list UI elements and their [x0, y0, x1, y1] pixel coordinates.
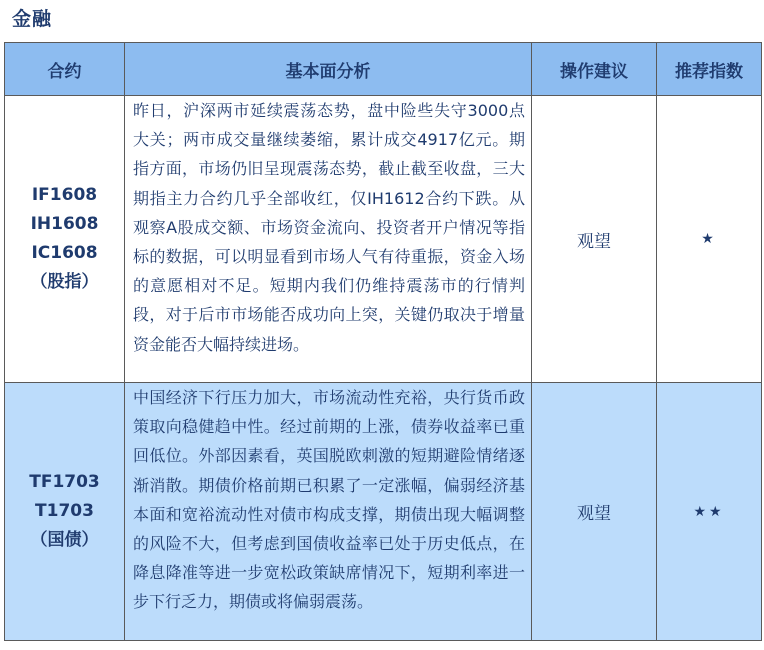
- analysis-cell: 昨日，沪深两市延续震荡态势，盘中险些失守3000点大关；两市成交量继续萎缩，累计成交4917亿元。期指方面，市场仍旧呈现震荡态势，截止截至收盘，三大期指主力合约几乎全部收红，仅IH1612合约下跌。从观察A股成交额、市场资金流向、投资者开户情况等指标的数据，可以明显看到市场人气有待重振，资金入场的意愿相对不足。短期内我们仍维持震荡市的行情判段，对于后市市场能否成功向上突，关键仍取决于增量资金能否大幅持续进场。: [125, 96, 532, 383]
- section-title: 金融: [12, 8, 53, 30]
- header-rating: 推荐指数: [657, 43, 762, 96]
- header-advice: 操作建议: [532, 43, 657, 96]
- futures-advice-table: [4, 42, 762, 641]
- header-contract: 合约: [5, 43, 125, 96]
- contract-code: IF1608: [31, 185, 98, 205]
- rating-stars: ★: [657, 96, 762, 383]
- contract-code: T1703: [35, 501, 94, 521]
- contract-category: （股指）: [30, 272, 99, 292]
- advice-cell: 观望: [532, 96, 657, 383]
- analysis-cell: 中国经济下行压力加大，市场流动性充裕，央行货币政策取向稳健趋中性。经过前期的上涨，债券收益率已重回低位。外部因素看，英国脱欧刺激的短期避险情绪逐渐消散。期债价格前期已积累了一定涨幅，偏弱经济基本面和宽裕流动性对债市构成支撑，期债出现大幅调整的风险不大，但考虑到国债收益率已处于历史低点，在降息降准等进一步宽松政策缺席情况下，短期利率进一步下行乏力，期债或将偏弱震荡。: [125, 383, 532, 641]
- advice-cell: 观望: [532, 383, 657, 641]
- contract-cell: [5, 96, 125, 383]
- contract-code: IH1608: [30, 214, 99, 234]
- header-analysis: 基本面分析: [125, 43, 532, 96]
- contract-code: IC1608: [31, 243, 98, 263]
- contract-cell: [5, 383, 125, 641]
- contract-code: TF1703: [29, 472, 100, 492]
- table-row: [5, 96, 762, 383]
- rating-stars: ★★: [657, 383, 762, 641]
- table-header-row: [5, 43, 762, 96]
- contract-category: （国债）: [30, 530, 99, 550]
- table-row: [5, 383, 762, 641]
